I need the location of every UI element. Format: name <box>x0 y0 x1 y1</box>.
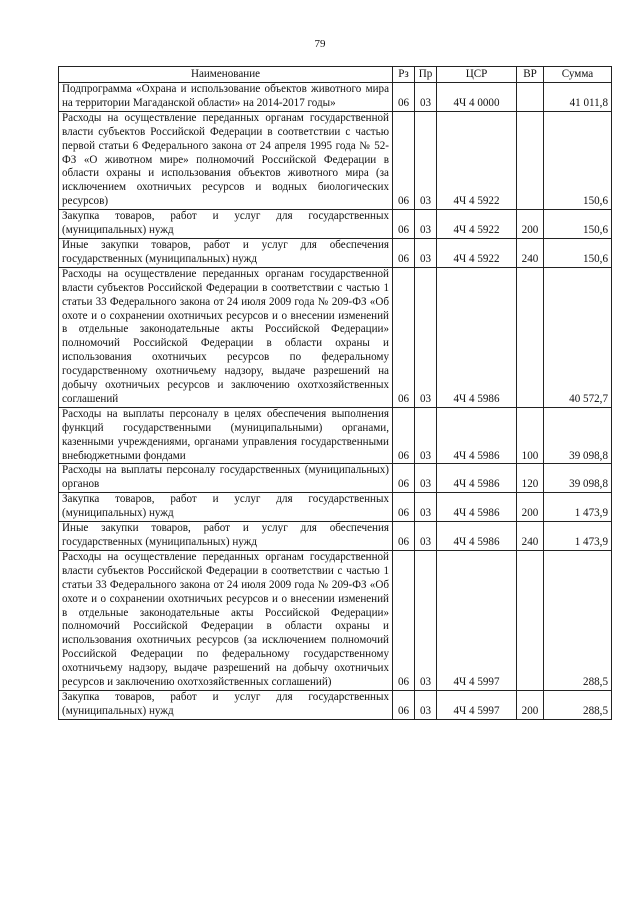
row-vr: 240 <box>517 522 544 551</box>
page-number: 79 <box>314 38 326 50</box>
row-name: Подпрограмма «Охрана и использование объектов животного мира на территории Магаданской области» на 2014-2017 годы» <box>59 83 393 112</box>
row-pr: 03 <box>415 522 437 551</box>
row-sum: 41 011,8 <box>544 83 612 112</box>
row-pr: 03 <box>415 550 437 690</box>
table-row <box>59 267 612 407</box>
row-csr: 4Ч 4 5986 <box>437 493 517 522</box>
row-vr <box>517 267 544 407</box>
row-csr: 4Ч 4 5922 <box>437 210 517 239</box>
row-vr: 240 <box>517 238 544 267</box>
table-row <box>59 210 612 239</box>
table-header-row <box>59 67 612 83</box>
row-pr: 03 <box>415 407 437 464</box>
row-csr: 4Ч 4 5986 <box>437 464 517 493</box>
header-csr: ЦСР <box>437 67 517 83</box>
row-vr: 200 <box>517 690 544 719</box>
row-sum: 39 098,8 <box>544 407 612 464</box>
row-vr: 120 <box>517 464 544 493</box>
row-rz: 06 <box>393 407 415 464</box>
row-rz: 06 <box>393 464 415 493</box>
row-rz: 06 <box>393 83 415 112</box>
row-pr: 03 <box>415 238 437 267</box>
row-pr: 03 <box>415 267 437 407</box>
row-name: Расходы на выплаты персоналу государственных (муниципальных) органов <box>59 464 393 493</box>
row-csr: 4Ч 4 5986 <box>437 522 517 551</box>
row-sum: 39 098,8 <box>544 464 612 493</box>
row-name: Иные закупки товаров, работ и услуг для обеспечения государственных (муниципальных) нужд <box>59 238 393 267</box>
row-vr: 100 <box>517 407 544 464</box>
row-sum: 40 572,7 <box>544 267 612 407</box>
row-name: Закупка товаров, работ и услуг для государственных (муниципальных) нужд <box>59 493 393 522</box>
row-pr: 03 <box>415 493 437 522</box>
row-csr: 4Ч 4 5997 <box>437 690 517 719</box>
row-sum: 1 473,9 <box>544 522 612 551</box>
row-pr: 03 <box>415 210 437 239</box>
row-vr: 200 <box>517 493 544 522</box>
table-row <box>59 238 612 267</box>
row-rz: 06 <box>393 690 415 719</box>
table-row <box>59 522 612 551</box>
row-name: Закупка товаров, работ и услуг для государственных (муниципальных) нужд <box>59 690 393 719</box>
header-name: Наименование <box>59 67 393 83</box>
row-pr: 03 <box>415 690 437 719</box>
row-rz: 06 <box>393 210 415 239</box>
row-rz: 06 <box>393 111 415 209</box>
row-csr: 4Ч 4 5922 <box>437 238 517 267</box>
row-vr: 200 <box>517 210 544 239</box>
row-csr: 4Ч 4 0000 <box>437 83 517 112</box>
row-csr: 4Ч 4 5997 <box>437 550 517 690</box>
budget-table <box>58 66 612 720</box>
table-row <box>59 493 612 522</box>
table-row <box>59 690 612 719</box>
row-csr: 4Ч 4 5922 <box>437 111 517 209</box>
row-vr <box>517 550 544 690</box>
table-row <box>59 407 612 464</box>
row-vr <box>517 111 544 209</box>
table-row <box>59 111 612 209</box>
row-name: Иные закупки товаров, работ и услуг для обеспечения государственных (муниципальных) нужд <box>59 522 393 551</box>
row-rz: 06 <box>393 550 415 690</box>
row-csr: 4Ч 4 5986 <box>437 407 517 464</box>
table-row <box>59 464 612 493</box>
row-csr: 4Ч 4 5986 <box>437 267 517 407</box>
row-sum: 150,6 <box>544 111 612 209</box>
row-name: Закупка товаров, работ и услуг для государственных (муниципальных) нужд <box>59 210 393 239</box>
table-row <box>59 83 612 112</box>
header-sum: Сумма <box>544 67 612 83</box>
row-pr: 03 <box>415 111 437 209</box>
header-vr: ВР <box>517 67 544 83</box>
row-sum: 150,6 <box>544 210 612 239</box>
row-sum: 150,6 <box>544 238 612 267</box>
row-sum: 288,5 <box>544 690 612 719</box>
row-name: Расходы на осуществление переданных органам государственной власти субъектов Российской Федерации в соответствии с частью 1 статьи 33 Федерального закона от 24 июля 2009 года № 209-ФЗ «Об охоте и о сохранении охотничьих ресурсов и о внесении изменений в отдельные законодательные акты Российской Федерации» полномочий Российской Федерации в области охраны и использования охотничьих ресурсов по федеральному государственному охотничьему надзору, выдаче разрешений на добычу охотничьих ресурсов и заключению охотхозяйственных соглашений <box>59 267 393 407</box>
row-pr: 03 <box>415 83 437 112</box>
row-rz: 06 <box>393 238 415 267</box>
header-pr: Пр <box>415 67 437 83</box>
row-rz: 06 <box>393 522 415 551</box>
row-vr <box>517 83 544 112</box>
row-sum: 1 473,9 <box>544 493 612 522</box>
row-rz: 06 <box>393 267 415 407</box>
row-name: Расходы на выплаты персоналу в целях обеспечения выполнения функций государственными (муниципальными) органами, казенными учреждениями, органами управления государственными внебюджетными фондами <box>59 407 393 464</box>
table-row <box>59 550 612 690</box>
row-name: Расходы на осуществление переданных органам государственной власти субъектов Российской Федерации в соответствии с частью первой статьи 6 Федерального закона от 24 апреля 1995 года № 52-ФЗ «О животном мире» полномочий Российской Федерации в области охраны и использования объектов животного мира (за исключением охотничьих ресурсов и водных биологических ресурсов) <box>59 111 393 209</box>
row-pr: 03 <box>415 464 437 493</box>
header-rz: Рз <box>393 67 415 83</box>
row-name: Расходы на осуществление переданных органам государственной власти субъектов Российской Федерации в соответствии с частью 1 статьи 33 Федерального закона от 24 июля 2009 года № 209-ФЗ «Об охоте и о сохранении охотничьих ресурсов и о внесении изменений в отдельные законодательные акты Российской Федерации» полномочий Российской Федерации в области охраны и использования охотничьих ресурсов (за исключением полномочий Российской Федерации по федеральному государственному охотничьему надзору, выдаче разрешений на добычу охотничьих ресурсов и заключению охотхозяйственных соглашений) <box>59 550 393 690</box>
row-sum: 288,5 <box>544 550 612 690</box>
row-rz: 06 <box>393 493 415 522</box>
